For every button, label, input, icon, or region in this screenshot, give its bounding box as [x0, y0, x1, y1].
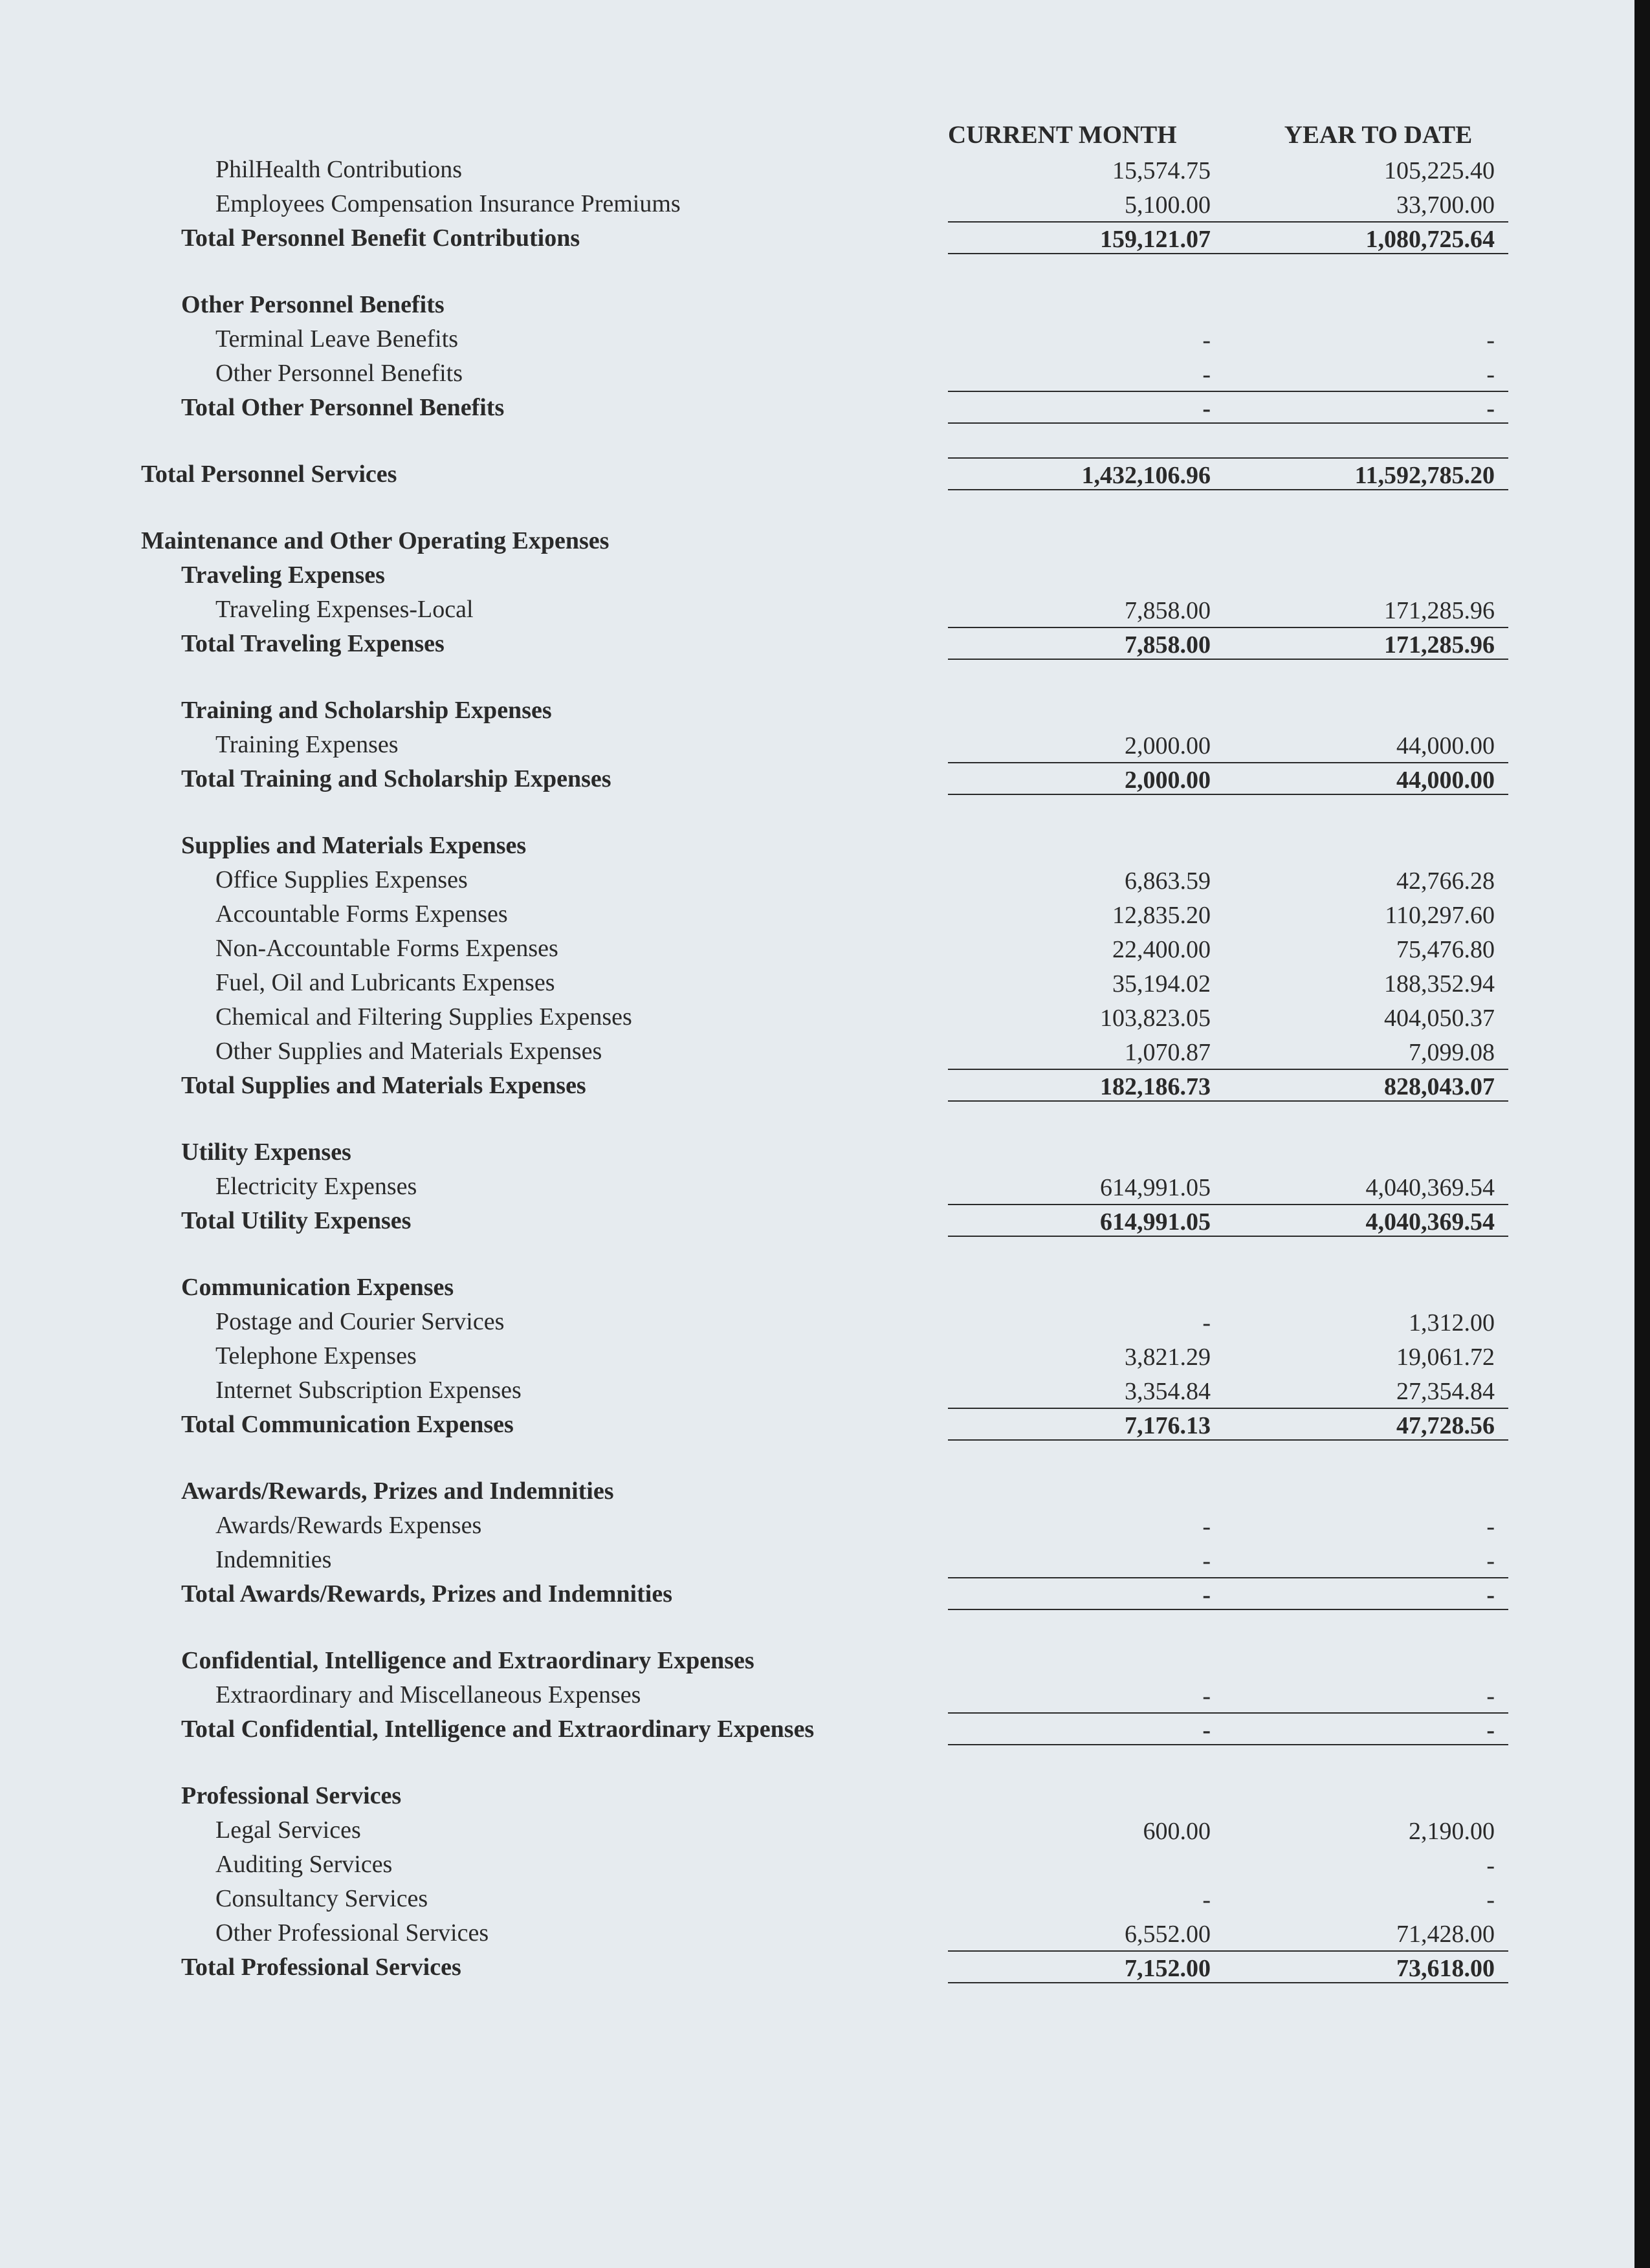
table-section: [0, 524, 1634, 661]
current-month-value: 2,000.00: [1125, 732, 1211, 759]
row-label: Auditing Services: [215, 1851, 393, 1878]
table-section: [0, 288, 1634, 425]
table-row: [0, 693, 1634, 728]
row-label: Training Expenses: [215, 731, 399, 758]
table-row: [0, 322, 1634, 356]
total-row: [0, 1577, 1634, 1611]
year-to-date-value: 404,050.37: [1384, 1005, 1495, 1032]
table-row: [0, 863, 1634, 897]
row-label: Telephone Expenses: [215, 1342, 417, 1369]
year-to-date-value: 44,000.00: [1396, 767, 1495, 794]
year-to-date-value: 11,592,785.20: [1354, 462, 1495, 489]
table-row: [0, 1270, 1634, 1305]
year-to-date-value: -: [1486, 1717, 1495, 1744]
year-to-date-value: 44,000.00: [1396, 732, 1495, 759]
year-to-date-value: -: [1486, 1547, 1495, 1575]
year-to-date-value: -: [1486, 1683, 1495, 1710]
scan-edge: [1634, 0, 1650, 2268]
year-to-date-value: -: [1486, 1582, 1495, 1609]
section-spacer: [0, 796, 1634, 829]
row-label: Other Personnel Benefits: [215, 360, 463, 387]
expense-table: [0, 153, 1634, 1985]
row-label: Traveling Expenses: [181, 562, 385, 589]
row-label: Total Training and Scholarship Expenses: [181, 765, 611, 792]
table-section: [0, 153, 1634, 256]
table-row: [0, 1543, 1634, 1577]
row-label: Consultancy Services: [215, 1885, 428, 1912]
current-month-value: 7,858.00: [1125, 597, 1211, 624]
row-label: Other Supplies and Materials Expenses: [215, 1038, 602, 1065]
current-month-value: 15,574.75: [1112, 157, 1211, 184]
row-label: Indemnities: [215, 1546, 332, 1573]
row-label: Traveling Expenses-Local: [215, 596, 474, 623]
section-spacer: [0, 492, 1634, 524]
current-month-value: 1,070.87: [1125, 1039, 1211, 1066]
row-label: Terminal Leave Benefits: [215, 325, 459, 353]
current-month-value: -: [1202, 1513, 1211, 1540]
row-label: Supplies and Materials Expenses: [181, 832, 527, 859]
table-row: [0, 187, 1634, 221]
table-section: [0, 1135, 1634, 1238]
year-to-date-header: YEAR TO DATE: [1284, 121, 1473, 149]
section-spacer: [0, 661, 1634, 693]
year-to-date-value: 73,618.00: [1396, 1955, 1495, 1982]
year-to-date-value: -: [1486, 1513, 1495, 1540]
year-to-date-value: 75,476.80: [1396, 936, 1495, 963]
current-month-value: -: [1202, 395, 1211, 422]
current-month-value: -: [1202, 1547, 1211, 1575]
current-month-value: -: [1202, 1582, 1211, 1609]
year-to-date-value: 1,312.00: [1409, 1309, 1495, 1336]
table-row: [0, 728, 1634, 762]
current-month-value: 7,176.13: [1125, 1412, 1211, 1439]
table-row: [0, 1000, 1634, 1034]
table-section: [0, 693, 1634, 796]
year-to-date-value: 33,700.00: [1396, 191, 1495, 219]
section-spacer: [0, 1611, 1634, 1644]
year-to-date-value: -: [1486, 327, 1495, 354]
table-row: [0, 1305, 1634, 1339]
current-month-value: 103,823.05: [1100, 1005, 1211, 1032]
table-section: [0, 829, 1634, 1103]
year-to-date-value: 110,297.60: [1385, 902, 1495, 929]
year-to-date-value: 71,428.00: [1396, 1921, 1495, 1948]
current-month-value: 159,121.07: [1100, 226, 1211, 253]
section-spacer: [0, 1442, 1634, 1474]
table-row: [0, 829, 1634, 863]
row-label: Total Communication Expenses: [181, 1411, 514, 1438]
year-to-date-value: 7,099.08: [1409, 1039, 1495, 1066]
table-row: [0, 897, 1634, 932]
section-spacer: [0, 1747, 1634, 1779]
row-label: PhilHealth Contributions: [215, 156, 463, 183]
row-label: Maintenance and Other Operating Expenses: [141, 527, 610, 554]
table-row: [0, 1916, 1634, 1950]
current-month-value: 2,000.00: [1125, 767, 1211, 794]
current-month-value: 22,400.00: [1112, 936, 1211, 963]
total-row: [0, 457, 1634, 492]
row-label: Chemical and Filtering Supplies Expenses: [215, 1003, 632, 1030]
row-label: Total Professional Services: [181, 1954, 461, 1981]
year-to-date-value: 2,190.00: [1409, 1818, 1495, 1845]
table-section: [0, 457, 1634, 492]
current-month-value: 12,835.20: [1112, 902, 1211, 929]
current-month-value: 3,354.84: [1125, 1378, 1211, 1405]
table-row: [0, 1848, 1634, 1882]
table-section: [0, 1779, 1634, 1985]
table-row: [0, 1135, 1634, 1170]
table-row: [0, 932, 1634, 966]
row-label: Confidential, Intelligence and Extraordinary Expenses: [181, 1647, 754, 1674]
year-to-date-value: 105,225.40: [1384, 157, 1495, 184]
total-row: [0, 1712, 1634, 1747]
current-month-value: 7,152.00: [1125, 1955, 1211, 1982]
table-row: [0, 1373, 1634, 1408]
current-month-value: 7,858.00: [1125, 631, 1211, 659]
year-to-date-value: 4,040,369.54: [1365, 1208, 1495, 1236]
current-month-value: 614,991.05: [1100, 1174, 1211, 1201]
year-to-date-value: 188,352.94: [1384, 970, 1495, 998]
row-label: Non-Accountable Forms Expenses: [215, 935, 558, 962]
year-to-date-value: -: [1486, 1852, 1495, 1879]
row-label: Communication Expenses: [181, 1274, 454, 1301]
current-month-header: CURRENT MONTH: [948, 121, 1177, 149]
table-row: [0, 1170, 1634, 1204]
row-label: Employees Compensation Insurance Premiums: [215, 190, 681, 217]
current-month-value: -: [1202, 1717, 1211, 1744]
total-row: [0, 221, 1634, 256]
current-month-value: 3,821.29: [1125, 1344, 1211, 1371]
row-label: Office Supplies Expenses: [215, 866, 468, 893]
row-label: Internet Subscription Expenses: [215, 1377, 522, 1404]
row-label: Legal Services: [215, 1816, 361, 1844]
row-label: Total Awards/Rewards, Prizes and Indemnities: [181, 1580, 672, 1608]
current-month-value: 1,432,106.96: [1081, 462, 1211, 489]
current-month-value: 600.00: [1143, 1818, 1211, 1845]
table-row: [0, 524, 1634, 558]
table-row: [0, 288, 1634, 322]
table-row: [0, 1339, 1634, 1373]
total-row: [0, 391, 1634, 425]
current-month-value: -: [1202, 1683, 1211, 1710]
total-row: [0, 1204, 1634, 1238]
total-row: [0, 1408, 1634, 1442]
table-row: [0, 1474, 1634, 1509]
table-section: [0, 1644, 1634, 1747]
row-label: Utility Expenses: [181, 1139, 351, 1166]
year-to-date-value: -: [1486, 361, 1495, 388]
current-month-value: 6,863.59: [1125, 867, 1211, 895]
table-row: [0, 1779, 1634, 1813]
row-label: Total Utility Expenses: [181, 1207, 412, 1234]
row-label: Training and Scholarship Expenses: [181, 697, 552, 724]
year-to-date-value: 19,061.72: [1396, 1344, 1495, 1371]
total-row: [0, 1950, 1634, 1985]
current-month-value: -: [1202, 1309, 1211, 1336]
year-to-date-value: 27,354.84: [1396, 1378, 1495, 1405]
table-row: [0, 356, 1634, 391]
year-to-date-value: 1,080,725.64: [1365, 226, 1495, 253]
current-month-value: 182,186.73: [1100, 1073, 1211, 1100]
current-month-value: -: [1202, 361, 1211, 388]
table-row: [0, 1509, 1634, 1543]
row-label: Professional Services: [181, 1782, 402, 1809]
row-label: Accountable Forms Expenses: [215, 900, 508, 928]
section-spacer: [0, 425, 1634, 457]
table-row: [0, 966, 1634, 1000]
row-label: Fuel, Oil and Lubricants Expenses: [215, 969, 555, 996]
section-spacer: [0, 1103, 1634, 1135]
table-row: [0, 1813, 1634, 1848]
row-label: Electricity Expenses: [215, 1173, 417, 1200]
total-row: [0, 627, 1634, 661]
year-to-date-value: -: [1486, 395, 1495, 422]
section-spacer: [0, 256, 1634, 288]
row-label: Total Confidential, Intelligence and Extraordinary Expenses: [181, 1716, 815, 1743]
year-to-date-value: 171,285.96: [1384, 631, 1495, 659]
current-month-value: -: [1202, 327, 1211, 354]
table-row: [0, 1678, 1634, 1712]
section-spacer: [0, 1238, 1634, 1270]
row-label: Other Personnel Benefits: [181, 291, 445, 318]
year-to-date-value: 47,728.56: [1396, 1412, 1495, 1439]
table-row: [0, 1644, 1634, 1678]
row-label: Total Other Personnel Benefits: [181, 394, 505, 421]
table-row: [0, 1882, 1634, 1916]
year-to-date-value: 828,043.07: [1384, 1073, 1495, 1100]
row-label: Awards/Rewards Expenses: [215, 1512, 482, 1539]
current-month-value: 35,194.02: [1112, 970, 1211, 998]
row-label: Extraordinary and Miscellaneous Expenses: [215, 1681, 641, 1708]
table-row: [0, 153, 1634, 187]
row-label: Total Personnel Services: [141, 461, 397, 488]
table-section: [0, 1474, 1634, 1611]
total-row: [0, 1069, 1634, 1103]
year-to-date-value: 171,285.96: [1384, 597, 1495, 624]
row-label: Total Traveling Expenses: [181, 630, 445, 657]
row-label: Other Professional Services: [215, 1919, 489, 1946]
row-label: Postage and Courier Services: [215, 1308, 505, 1335]
row-label: Total Supplies and Materials Expenses: [181, 1072, 586, 1099]
current-month-value: 5,100.00: [1125, 191, 1211, 219]
year-to-date-value: 4,040,369.54: [1365, 1174, 1495, 1201]
year-to-date-value: 42,766.28: [1396, 867, 1495, 895]
table-row: [0, 593, 1634, 627]
year-to-date-value: -: [1486, 1886, 1495, 1914]
row-label: Awards/Rewards, Prizes and Indemnities: [181, 1477, 614, 1505]
column-headers: [0, 120, 1634, 153]
row-label: Total Personnel Benefit Contributions: [181, 224, 580, 252]
table-row: [0, 1034, 1634, 1069]
current-month-value: -: [1202, 1886, 1211, 1914]
current-month-value: 6,552.00: [1125, 1921, 1211, 1948]
total-row: [0, 762, 1634, 796]
table-row: [0, 558, 1634, 593]
current-month-value: 614,991.05: [1100, 1208, 1211, 1236]
table-section: [0, 1270, 1634, 1442]
